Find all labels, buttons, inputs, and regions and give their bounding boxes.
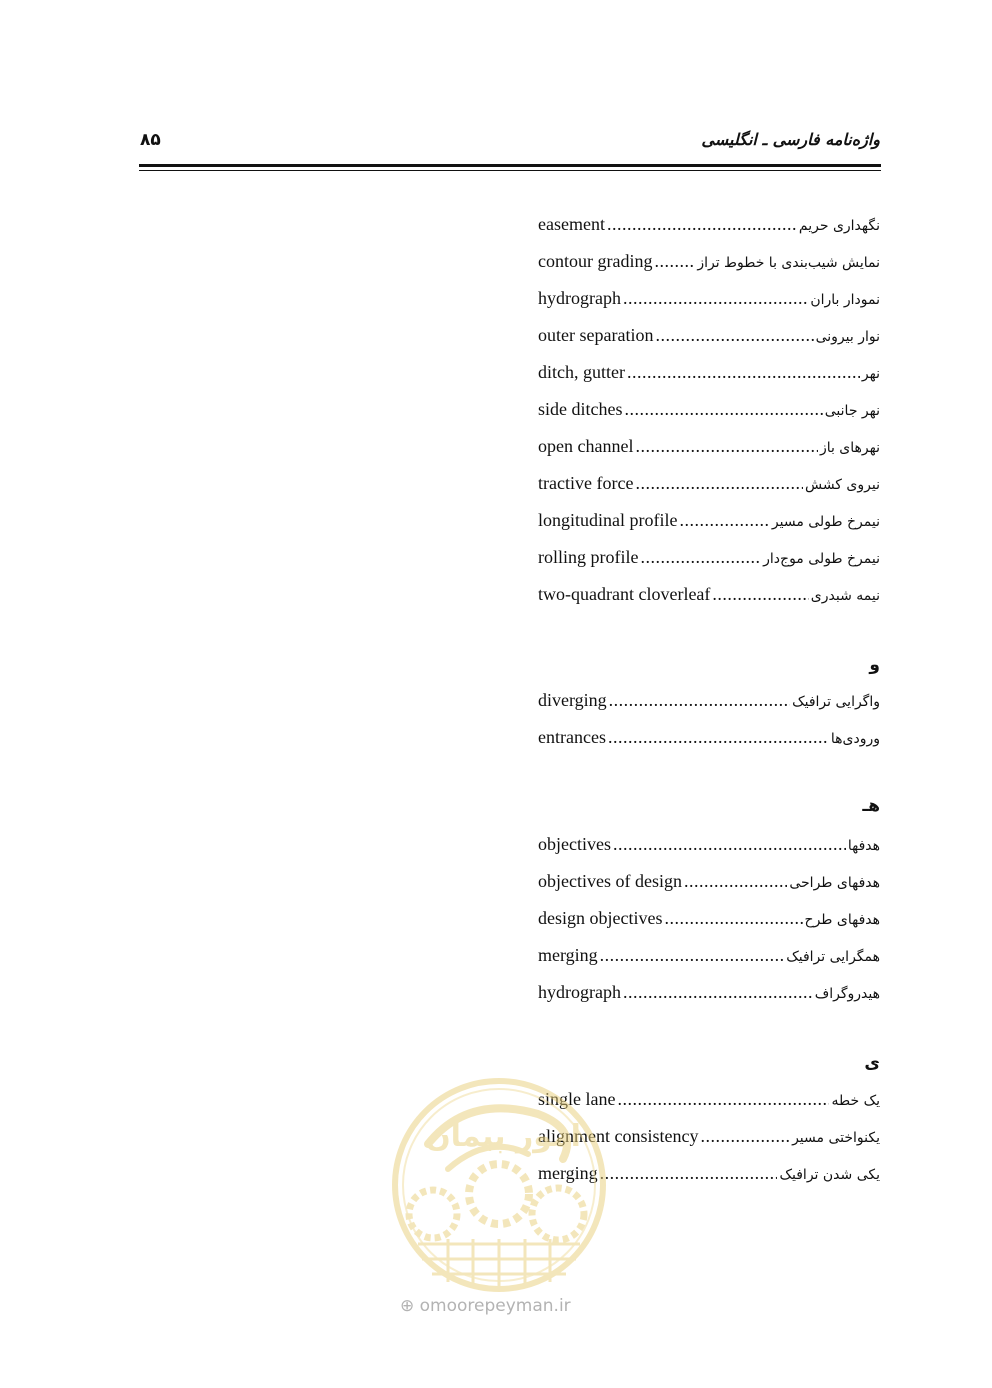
persian-term: نهرهای باز [819, 440, 880, 456]
persian-term: نیمرخ طولی مسیر [771, 514, 880, 530]
leader-dots [712, 584, 808, 605]
leader-dots [609, 690, 790, 711]
gear-icon [532, 1188, 584, 1240]
persian-term: واگرایی ترافیک [792, 694, 880, 710]
leader-dots [664, 908, 802, 929]
english-term: design objectives [538, 908, 663, 928]
leader-dots [679, 510, 769, 531]
persian-term: هدفهای طراحی [789, 875, 880, 891]
leader-dots [640, 547, 761, 568]
header-rule-thin [139, 170, 881, 171]
persian-term: نهر [861, 366, 880, 382]
persian-term: نیمه شبدری [810, 588, 880, 604]
persian-term: نیمرخ طولی موج‌دار [763, 551, 880, 567]
english-term: alignment consistency [538, 1126, 699, 1146]
persian-term: نگهداری حریم [798, 218, 880, 234]
glossary-entry [538, 325, 880, 349]
leader-dots [684, 871, 787, 892]
leader-dots [617, 1089, 829, 1110]
persian-term: نیروی کشش [804, 477, 880, 493]
watermark-url-text: omoorepeyman.ir [419, 1296, 571, 1316]
english-term: single lane [538, 1089, 616, 1109]
watermark-grid [418, 1239, 580, 1290]
persian-term: یکی شدن ترافیک [779, 1167, 880, 1183]
glossary-entry [538, 690, 880, 714]
glossary-entry [538, 436, 880, 460]
leader-dots [600, 1163, 778, 1184]
persian-term: نوار بیرونی [815, 329, 880, 345]
glossary-entry [538, 214, 880, 238]
leader-dots [635, 436, 817, 457]
leader-dots [607, 214, 797, 235]
persian-term: یک خطه [831, 1093, 880, 1109]
page-number: ۸۵ [140, 130, 161, 150]
leader-dots [654, 251, 695, 272]
glossary-entry [538, 547, 880, 571]
persian-term: هدفها [847, 838, 880, 854]
english-term: longitudinal profile [538, 510, 678, 530]
glossary-entry [538, 584, 880, 608]
glossary-entry [538, 251, 880, 275]
glossary-entry [538, 945, 880, 969]
glossary-entry [538, 871, 880, 895]
header-rule-thick [139, 164, 881, 167]
watermark-logo [388, 1074, 610, 1296]
glossary-entry [538, 727, 880, 751]
english-term: rolling profile [538, 547, 639, 567]
gear-icon [469, 1164, 529, 1224]
english-term: ditch, gutter [538, 362, 625, 382]
glossary-entry [538, 288, 880, 312]
persian-term: ورودی‌ها [830, 731, 880, 747]
english-term: open channel [538, 436, 634, 456]
leader-dots [624, 399, 822, 420]
persian-term: نمودار باران [810, 292, 880, 308]
english-term: entrances [538, 727, 606, 747]
english-term: merging [538, 945, 598, 965]
glossary-entry [538, 982, 880, 1006]
glossary-entry [538, 908, 880, 932]
section-letter: هـ [862, 796, 880, 816]
leader-dots [627, 362, 860, 383]
english-term: easement [538, 214, 605, 234]
leader-dots [700, 1126, 790, 1147]
leader-dots [600, 945, 785, 966]
persian-term: هدفهای طرح [804, 912, 880, 928]
watermark-url [400, 1296, 571, 1316]
persian-term: نهر جانبی [824, 403, 880, 419]
persian-term: نمایش شیب‌بندی با خطوط تراز [697, 255, 880, 271]
leader-dots [655, 325, 813, 346]
english-term: diverging [538, 690, 607, 710]
glossary-entry [538, 362, 880, 386]
persian-term: یکنواختی مسیر [792, 1130, 880, 1146]
leader-dots [635, 473, 803, 494]
persian-term: هیدروگراف [814, 986, 880, 1002]
leader-dots [623, 982, 813, 1003]
glossary-entry [538, 473, 880, 497]
english-term: objectives of design [538, 871, 682, 891]
header-title: واژه‌نامه فارسی ـ انگلیسی [701, 130, 880, 149]
leader-dots [623, 288, 808, 309]
globe-icon: ⊕ [400, 1296, 415, 1316]
glossary-entry [538, 399, 880, 423]
watermark-logo-text: امور پیمان [425, 1119, 581, 1154]
english-term: outer separation [538, 325, 654, 345]
english-term: merging [538, 1163, 598, 1183]
section-letter: و [869, 655, 880, 675]
english-term: tractive force [538, 473, 634, 493]
english-term: hydrograph [538, 288, 621, 308]
persian-term: همگرایی ترافیک [786, 949, 880, 965]
english-term: contour grading [538, 251, 653, 271]
english-term: two-quadrant cloverleaf [538, 584, 711, 604]
english-term: side ditches [538, 399, 623, 419]
section-letter: ی [864, 1053, 880, 1073]
glossary-entry [538, 510, 880, 534]
leader-dots [613, 834, 846, 855]
glossary-entry [538, 834, 880, 858]
gear-icon [409, 1190, 457, 1238]
english-term: objectives [538, 834, 611, 854]
english-term: hydrograph [538, 982, 621, 1002]
leader-dots [608, 727, 829, 748]
